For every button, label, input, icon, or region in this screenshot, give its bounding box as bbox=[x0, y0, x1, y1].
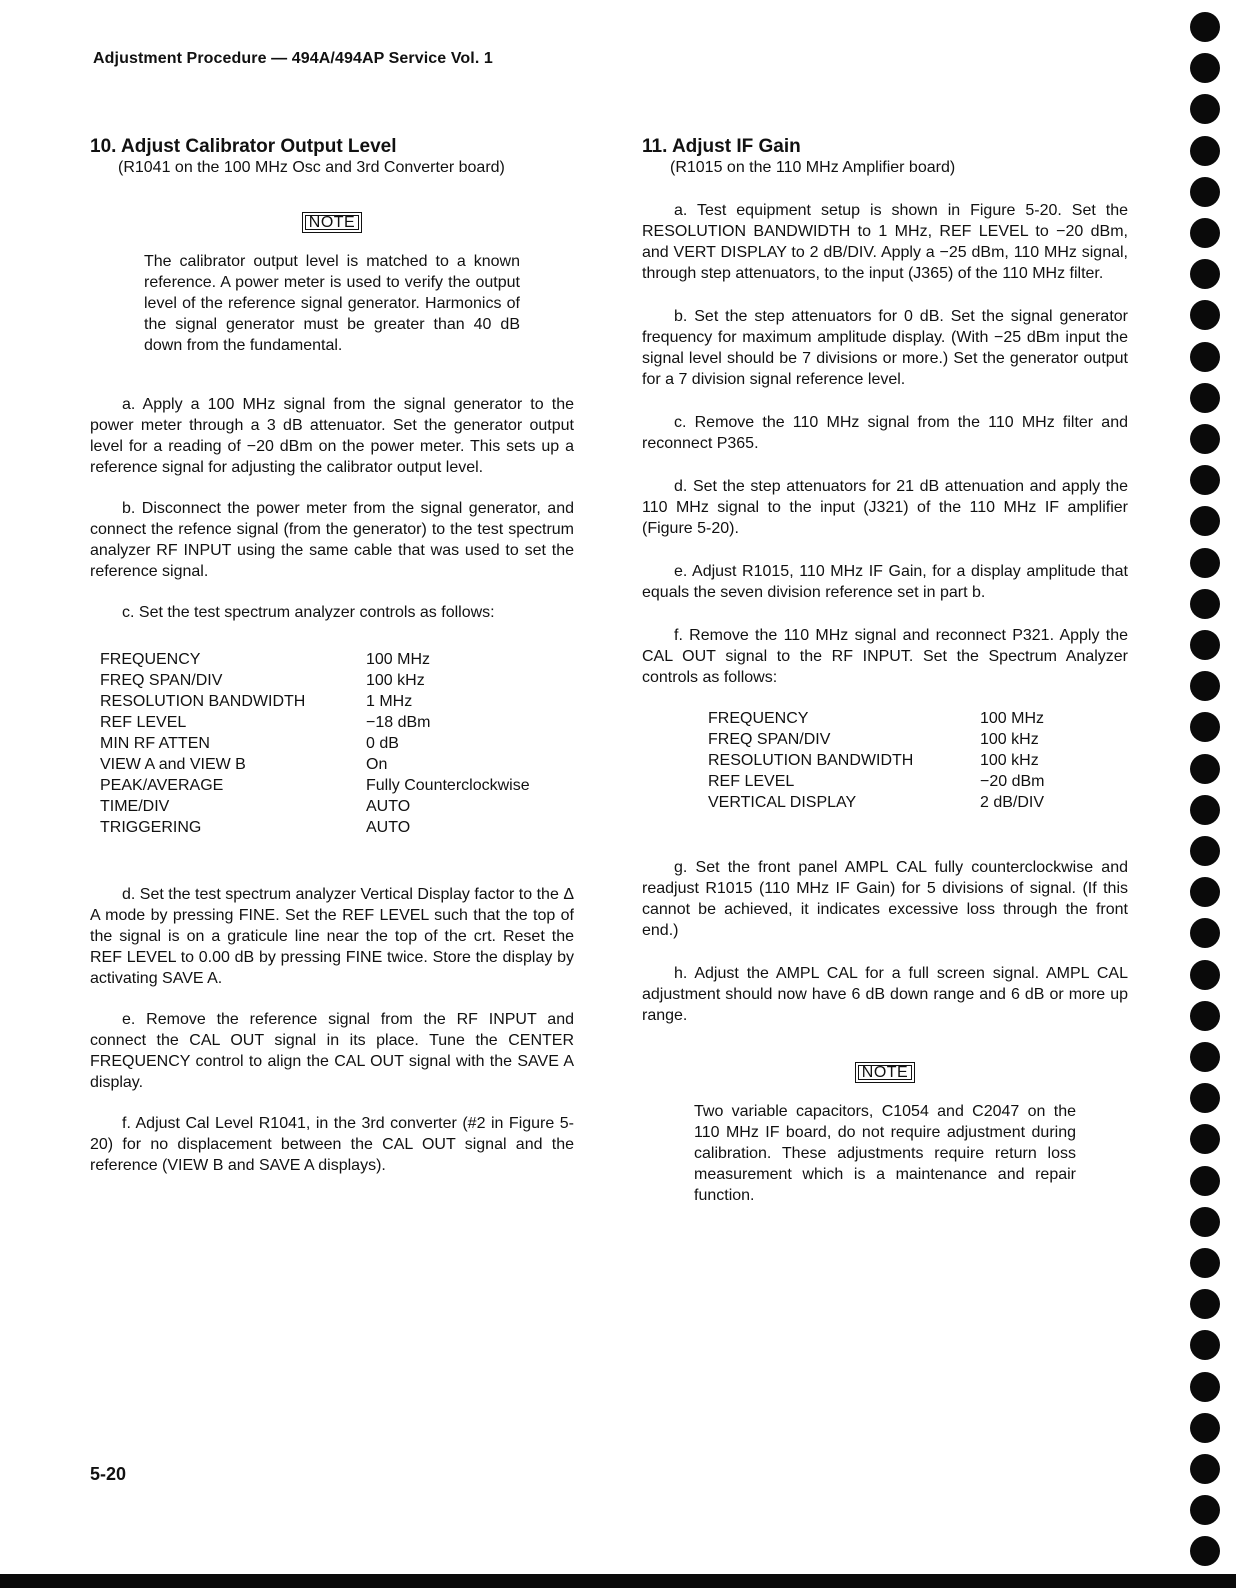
binding-hole bbox=[1190, 1001, 1220, 1031]
setting-name: RESOLUTION BANDWIDTH bbox=[708, 752, 914, 769]
setting-name: VIEW A and VIEW B bbox=[100, 756, 246, 773]
binding-hole bbox=[1190, 1042, 1220, 1072]
binding-hole bbox=[1190, 877, 1220, 907]
settings-row bbox=[100, 754, 530, 775]
binding-hole bbox=[1190, 465, 1220, 495]
setting-name: MIN RF ATTEN bbox=[100, 735, 210, 752]
settings-table-right bbox=[708, 708, 1044, 813]
setting-name: TRIGGERING bbox=[100, 819, 202, 836]
settings-row bbox=[708, 750, 1044, 771]
step-f: f. Remove the 110 MHz signal and reconnect P321. Apply the CAL OUT signal to the RF INPUT. Set the Spectrum Analyzer controls as follows: bbox=[642, 627, 1128, 686]
binding-hole bbox=[1190, 589, 1220, 619]
step-e: e. Adjust R1015, 110 MHz IF Gain, for a display amplitude that equals the seven division reference set in part b. bbox=[642, 563, 1128, 601]
binding-hole bbox=[1190, 1413, 1220, 1443]
binding-hole bbox=[1190, 548, 1220, 578]
binding-hole bbox=[1190, 136, 1220, 166]
page-header: Adjustment Procedure — 494A/494AP Service Vol. 1 bbox=[93, 50, 493, 67]
setting-name: FREQUENCY bbox=[100, 651, 201, 668]
binding-hole bbox=[1190, 94, 1220, 124]
step-d: d. Set the step attenuators for 21 dB attenuation and apply the 110 MHz signal to the input (J321) of the 110 MHz IF amplifier (Figure 5-20). bbox=[642, 478, 1128, 537]
binding-hole bbox=[1190, 671, 1220, 701]
step-b: b. Disconnect the power meter from the signal generator, and connect the refence signal (from the generator) to the test spectrum analyzer RF INPUT using the same cable that was used to set the reference signal. bbox=[90, 500, 574, 580]
setting-value: 2 dB/DIV bbox=[980, 794, 1045, 811]
settings-row bbox=[100, 817, 530, 838]
binding-hole bbox=[1190, 754, 1220, 784]
binding-holes bbox=[1166, 0, 1236, 1588]
setting-value: 1 MHz bbox=[366, 693, 413, 710]
step-a: a. Apply a 100 MHz signal from the signal generator to the power meter through a 3 dB attenuator. Set the generator output level for a reading of −20 dBm on the power meter. This sets up a reference signal for adjusting the calibrator output level. bbox=[90, 396, 574, 476]
binding-hole bbox=[1190, 836, 1220, 866]
settings-row bbox=[100, 775, 530, 796]
binding-hole bbox=[1190, 795, 1220, 825]
binding-hole bbox=[1190, 53, 1220, 83]
section-11-title: 11. Adjust IF Gain bbox=[642, 136, 801, 157]
binding-hole bbox=[1190, 300, 1220, 330]
setting-value: 0 dB bbox=[366, 735, 399, 752]
step-f: f. Adjust Cal Level R1041, in the 3rd converter (#2 in Figure 5-20) for no displacement between the CAL OUT signal and the reference (VIEW B and SAVE A displays). bbox=[90, 1115, 574, 1174]
page-number: 5-20 bbox=[90, 1464, 127, 1484]
setting-name: REF LEVEL bbox=[100, 714, 187, 731]
section-10-subtitle: (R1041 on the 100 MHz Osc and 3rd Converter board) bbox=[118, 159, 505, 176]
setting-value: −20 dBm bbox=[980, 773, 1045, 790]
binding-hole bbox=[1190, 424, 1220, 454]
setting-name: PEAK/AVERAGE bbox=[100, 777, 224, 794]
binding-hole bbox=[1190, 1124, 1220, 1154]
setting-value: 100 kHz bbox=[980, 731, 1039, 748]
setting-name: REF LEVEL bbox=[708, 773, 795, 790]
binding-hole bbox=[1190, 177, 1220, 207]
binding-hole bbox=[1190, 1454, 1220, 1484]
binding-hole bbox=[1190, 506, 1220, 536]
left-column bbox=[90, 136, 574, 1176]
setting-value: 100 MHz bbox=[366, 651, 431, 668]
note-heading-wrap bbox=[642, 1062, 1128, 1083]
step-d: d. Set the test spectrum analyzer Vertical Display factor to the Δ A mode by pressing FINE. Set the REF LEVEL such that the top of the signal is on a graticule line near the top of the crt. Reset the REF LEVEL to 0.00 dB by pressing FINE twice. Store the display by activating SAVE A. bbox=[90, 886, 574, 987]
binding-hole bbox=[1190, 1330, 1220, 1360]
step-c: c. Remove the 110 MHz signal from the 110 MHz filter and reconnect P365. bbox=[642, 414, 1128, 452]
binding-hole bbox=[1190, 1495, 1220, 1525]
note-heading-wrap bbox=[90, 212, 574, 233]
setting-value: AUTO bbox=[366, 819, 411, 836]
setting-value: 100 kHz bbox=[366, 672, 425, 689]
step-a: a. Test equipment setup is shown in Figure 5-20. Set the RESOLUTION BANDWIDTH to 1 MHz, REF LEVEL to −20 dBm, and VERT DISPLAY to 2 dB/DIV. Apply a −25 dBm, 110 MHz signal, through step attenuators, to the input (J365) of the 110 MHz filter. bbox=[642, 202, 1128, 282]
setting-name: FREQUENCY bbox=[708, 710, 809, 727]
scan-edge-bar bbox=[0, 1574, 1236, 1588]
settings-row bbox=[100, 670, 530, 691]
settings-row bbox=[708, 708, 1044, 729]
note-label: NOTE bbox=[302, 212, 362, 233]
binding-hole bbox=[1190, 1536, 1220, 1566]
settings-row bbox=[100, 733, 530, 754]
setting-value: AUTO bbox=[366, 798, 411, 815]
binding-hole bbox=[1190, 1083, 1220, 1113]
step-e: e. Remove the reference signal from the RF INPUT and connect the CAL OUT signal in its place. Tune the CENTER FREQUENCY control to align the CAL OUT signal with the SAVE A display. bbox=[90, 1011, 574, 1091]
step-b: b. Set the step attenuators for 0 dB. Set the signal generator frequency for maximum amplitude display. (With −25 dBm input the signal level should be 7 divisions or more.) Set the generator output for a 7 division signal reference level. bbox=[642, 308, 1128, 388]
binding-hole bbox=[1190, 630, 1220, 660]
settings-row bbox=[100, 796, 530, 817]
setting-name: VERTICAL DISPLAY bbox=[708, 794, 857, 811]
binding-hole bbox=[1190, 1248, 1220, 1278]
setting-value: On bbox=[366, 756, 388, 773]
note-text: Two variable capacitors, C1054 and C2047 on the 110 MHz IF board, do not require adjustment during calibration. These adjustments require return loss measurement which is a maintenance and repair function. bbox=[694, 1103, 1076, 1204]
binding-hole bbox=[1190, 1207, 1220, 1237]
setting-value: 100 kHz bbox=[980, 752, 1039, 769]
binding-hole bbox=[1190, 1372, 1220, 1402]
step-g: g. Set the front panel AMPL CAL fully counterclockwise and readjust R1015 (110 MHz IF Gain) for 5 divisions of signal. (If this cannot be achieved, it indicates excessive loss through the front end.) bbox=[642, 859, 1128, 939]
binding-hole bbox=[1190, 1166, 1220, 1196]
binding-hole bbox=[1190, 960, 1220, 990]
binding-hole bbox=[1190, 259, 1220, 289]
setting-name: RESOLUTION BANDWIDTH bbox=[100, 693, 306, 710]
note-text: The calibrator output level is matched to a known reference. A power meter is used to verify the output level of the reference signal generator. Harmonics of the signal generator must be greater than 40 dB down from the fundamental. bbox=[144, 253, 520, 354]
setting-name: FREQ SPAN/DIV bbox=[708, 731, 831, 748]
settings-row bbox=[100, 691, 530, 712]
binding-hole bbox=[1190, 12, 1220, 42]
settings-row bbox=[100, 712, 530, 733]
binding-hole bbox=[1190, 342, 1220, 372]
settings-row bbox=[100, 649, 530, 670]
settings-row bbox=[708, 771, 1044, 792]
binding-hole bbox=[1190, 1289, 1220, 1319]
setting-value: −18 dBm bbox=[366, 714, 431, 731]
setting-value: Fully Counterclockwise bbox=[366, 777, 530, 794]
binding-hole bbox=[1190, 712, 1220, 742]
setting-value: 100 MHz bbox=[980, 710, 1045, 727]
settings-table-left bbox=[100, 649, 530, 838]
section-10-title: 10. Adjust Calibrator Output Level bbox=[90, 136, 397, 157]
binding-hole bbox=[1190, 918, 1220, 948]
setting-name: TIME/DIV bbox=[100, 798, 170, 815]
section-11-subtitle: (R1015 on the 110 MHz Amplifier board) bbox=[670, 159, 956, 176]
binding-hole bbox=[1190, 218, 1220, 248]
right-column bbox=[642, 136, 1128, 1206]
step-c: c. Set the test spectrum analyzer controls as follows: bbox=[122, 604, 495, 621]
settings-row bbox=[708, 729, 1044, 750]
setting-name: FREQ SPAN/DIV bbox=[100, 672, 223, 689]
note-label: NOTE bbox=[855, 1062, 915, 1083]
step-h: h. Adjust the AMPL CAL for a full screen signal. AMPL CAL adjustment should now have 6 dB down range and 6 dB or more up range. bbox=[642, 965, 1128, 1024]
binding-hole bbox=[1190, 383, 1220, 413]
settings-row bbox=[708, 792, 1044, 813]
